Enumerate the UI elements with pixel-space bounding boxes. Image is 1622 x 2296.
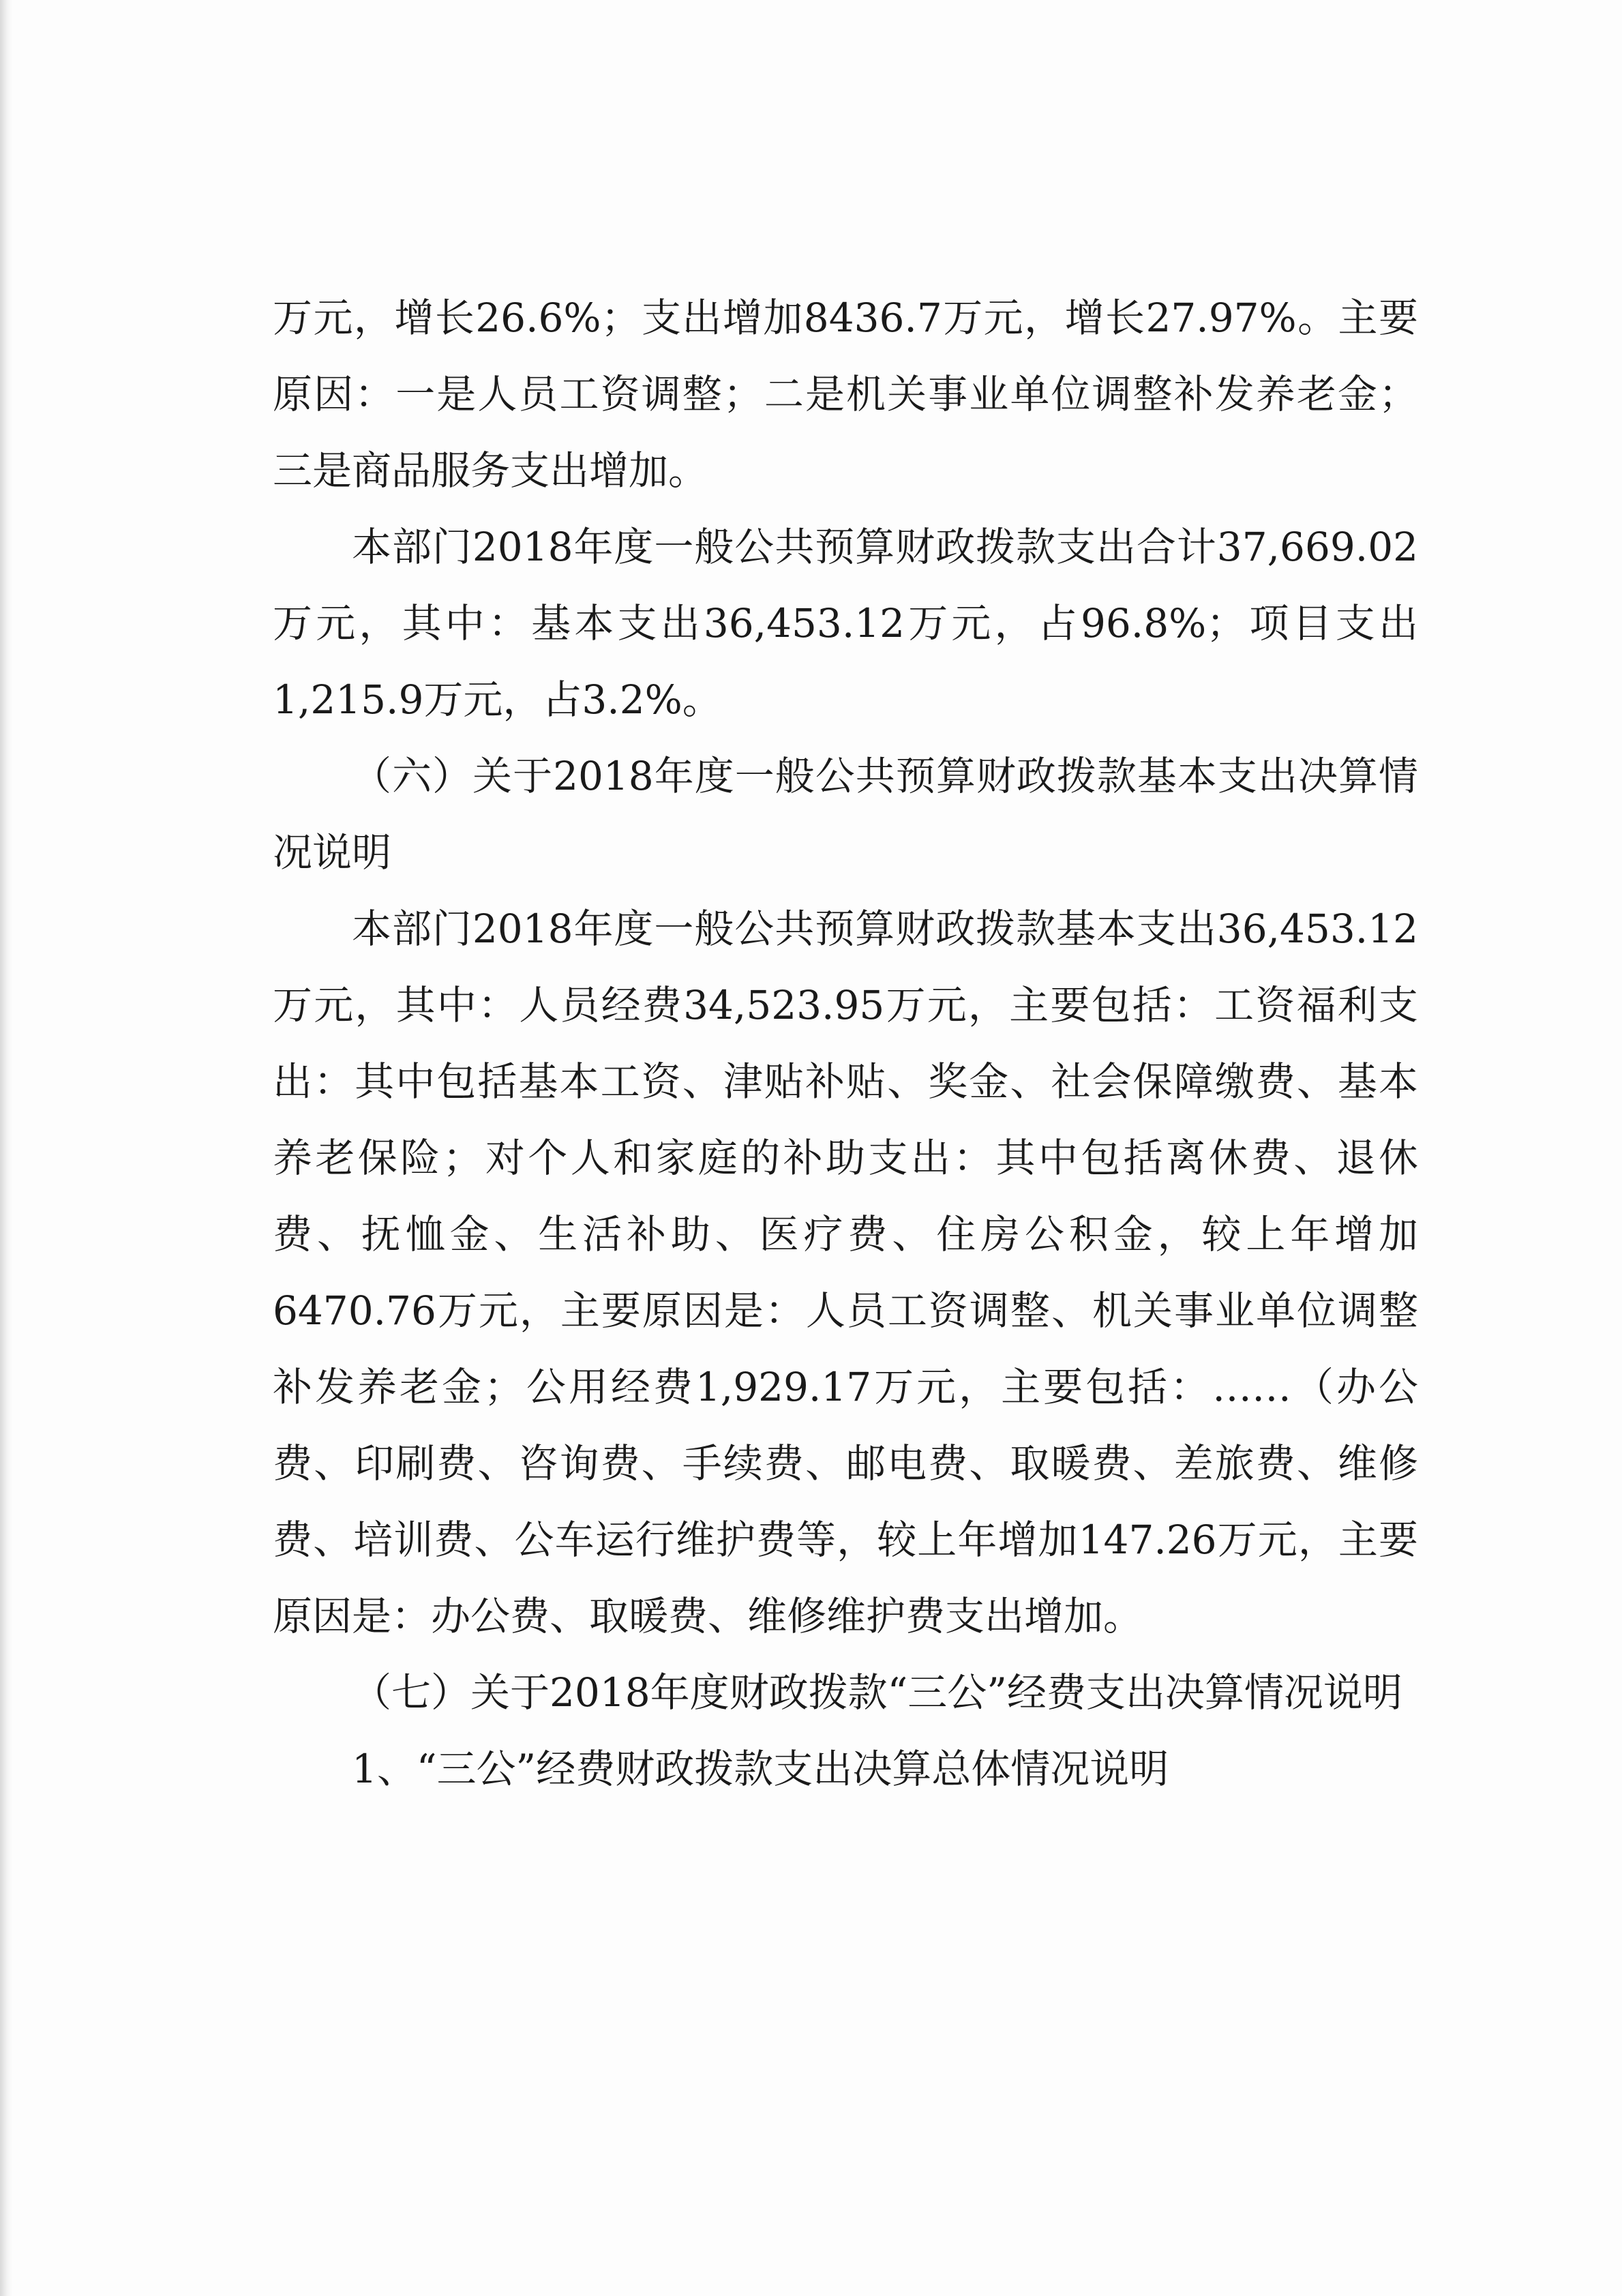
document-body	[273, 280, 1418, 1807]
paragraph-expenditure-total: 本部门2018年度一般公共预算财政拨款支出合计37,669.02万元，其中：基本支出36,453.12万元，占96.8%；项目支出1,215.9万元，占3.2%。	[273, 524, 1418, 723]
paragraph-basic-expenditure: 本部门2018年度一般公共预算财政拨款基本支出36,453.12万元，其中：人员经费34,523.95万元，主要包括：工资福利支出：其中包括基本工资、津贴补贴、奖金、社会保障缴费、基本养老保险；对个人和家庭的补助支出：其中包括离休费、退休费、抚恤金、生活补助、医疗费、住房公积金，较上年增加6470.76万元，主要原因是：人员工资调整、机关事业单位调整补发养老金；公用经费1,929.17万元，主要包括：……（办公费、印刷费、咨询费、手续费、邮电费、取暖费、差旅费、维修费、培训费、公车运行维护费等，较上年增加147.26万元，主要原因是：办公费、取暖费、维修维护费支出增加。	[273, 906, 1418, 1639]
section-heading-6: （六）关于2018年度一般公共预算财政拨款基本支出决算情况说明	[273, 753, 1418, 876]
scan-edge	[0, 0, 12, 2296]
subsection-heading-1: 1、“三公”经费财政拨款支出决算总体情况说明	[352, 1746, 1169, 1792]
paragraph-continuation: 万元，增长26.6%；支出增加8436.7万元，增长27.97%。主要原因：一是人员工资调整；二是机关事业单位调整补发养老金；三是商品服务支出增加。	[273, 295, 1418, 494]
section-heading-7: （七）关于2018年度财政拨款“三公”经费支出决算情况说明	[352, 1669, 1402, 1716]
